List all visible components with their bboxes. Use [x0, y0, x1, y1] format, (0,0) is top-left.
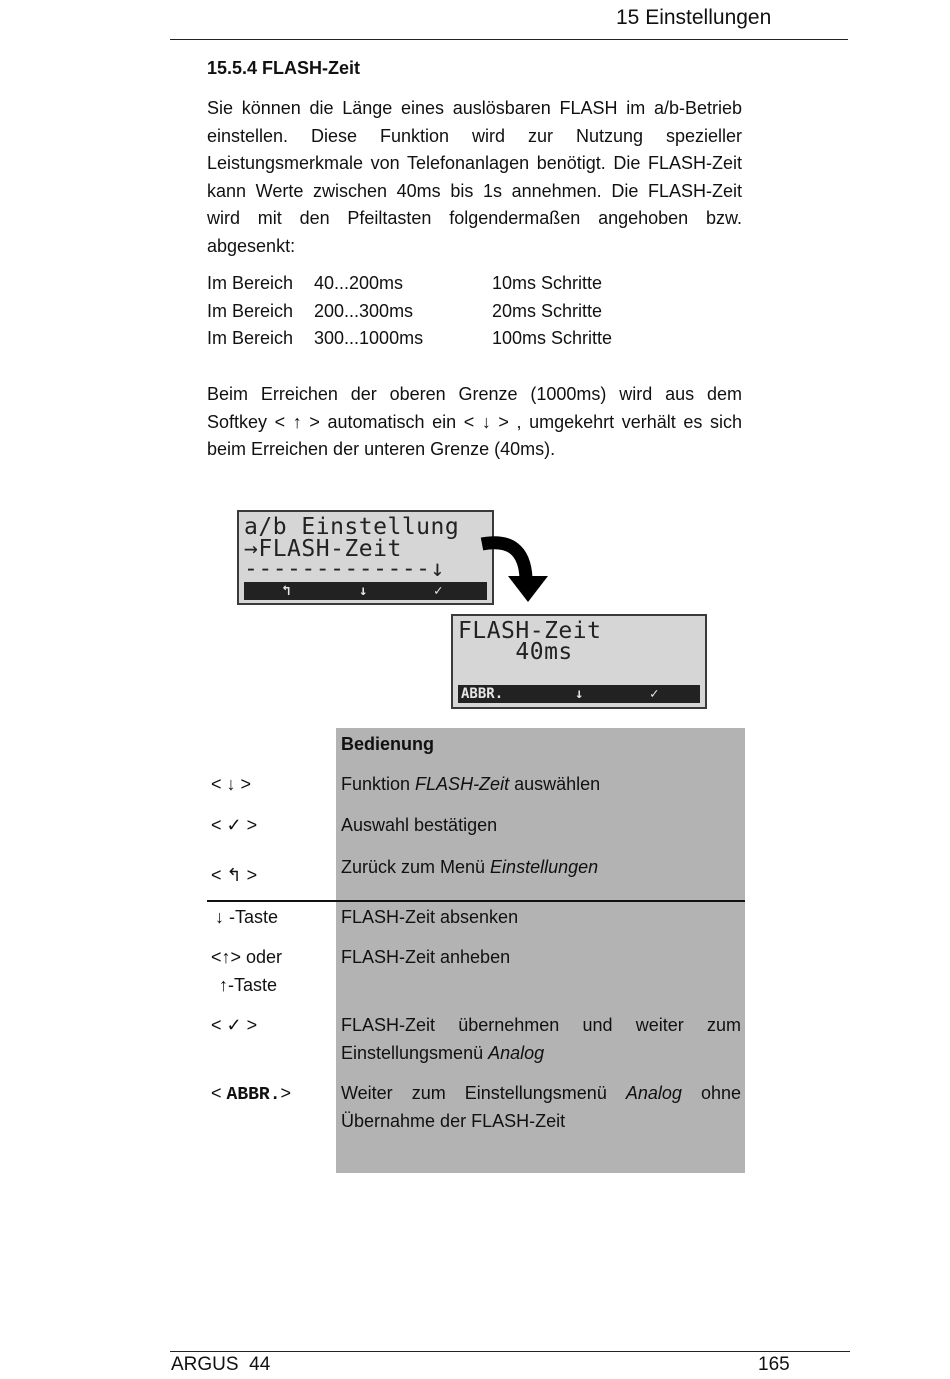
footer-product: ARGUS 44 [171, 1354, 271, 1375]
range-step: 100ms Schritte [492, 328, 613, 348]
lcd-line-value: 40ms [458, 639, 573, 665]
table-description: FLASH-Zeit anheben [341, 947, 511, 967]
table-key: < ↰ > [211, 865, 258, 885]
range-label: Im Bereich [207, 328, 294, 348]
lcd-display-menu [237, 510, 494, 605]
table-key: < ABBR.> [211, 1083, 292, 1105]
lcd-line-title: FLASH-Zeit [458, 618, 602, 644]
range-value: 300...1000ms [314, 328, 424, 348]
range-row [207, 298, 603, 326]
table-description: Funktion FLASH-Zeit auswählen [341, 774, 601, 794]
section-title: 15.5.4 FLASH-Zeit [207, 58, 361, 78]
table-key: ↓ -Taste [215, 907, 279, 927]
range-value: 40...200ms [314, 273, 404, 293]
range-row [207, 270, 603, 298]
table-description: FLASH-Zeit absenken [341, 907, 519, 927]
table-key: < ✓ > [211, 815, 258, 835]
chapter-heading: 15 Einstellungen [616, 6, 772, 29]
intro-paragraph: Sie können die Länge eines auslösbaren FLASH im a/b-Betrieb einstellen. Diese Funktion wird zur Nutzung spezieller Leistungsmerkmale von Telefonanlagen benötigt. Die FLASH-Zeit kann Werte zwischen 40ms bis 1s annehmen. Die FLASH-Zeit wird mit den Pfeiltasten folgendermaßen angehoben bzw. abgesenkt: [207, 98, 742, 256]
table-key: < ✓ > [211, 1015, 258, 1035]
lcd-softkey-bar [458, 685, 700, 703]
table-description: FLASH-Zeit übernehmen und weiter zum Einstellungsmenü Analog [341, 1015, 741, 1063]
table-key: < ↓ > [211, 774, 252, 794]
page-number: 165 [758, 1354, 790, 1375]
checkmark-icon: ✓ [434, 583, 443, 599]
range-value: 200...300ms [314, 301, 414, 321]
lcd-line-title: a/b Einstellung [244, 514, 460, 540]
table-key-secondary: ↑-Taste [219, 975, 278, 995]
lcd-line-selection: →FLASH-Zeit [244, 536, 402, 562]
softkey-abbr-label: ABBR. [461, 686, 504, 702]
table-description: Weiter zum Einstellungsmenü Analog ohne Übernahme der FLASH-Zeit [341, 1083, 741, 1131]
range-step: 10ms Schritte [492, 273, 603, 293]
range-label: Im Bereich [207, 273, 294, 293]
header-rule [170, 39, 848, 40]
table-key: <↑> oder [211, 947, 283, 967]
transition-arrow-icon [476, 528, 556, 608]
lcd-display-flash-time [451, 614, 707, 709]
lcd-softkey-bar [244, 582, 487, 600]
table-header: Bedienung [341, 734, 434, 754]
table-divider [207, 900, 745, 902]
limit-paragraph: Beim Erreichen der oberen Grenze (1000ms) wird aus dem Softkey < ↑ > automatisch ein < ↓ > , umgekehrt verhält es sich beim Erreichen der unteren Grenze (40ms). [207, 384, 742, 459]
return-icon: ↰ [282, 583, 291, 599]
arrow-down-icon: ↓ [575, 686, 584, 702]
range-step: 20ms Schritte [492, 301, 603, 321]
footer-rule [170, 1351, 850, 1352]
table-description: Zurück zum Menü Einstellungen [341, 857, 599, 877]
table-description: Auswahl bestätigen [341, 815, 498, 835]
checkmark-icon: ✓ [650, 686, 659, 702]
range-row [207, 325, 613, 353]
range-label: Im Bereich [207, 301, 294, 321]
lcd-line-separator: -------------↓ [244, 556, 445, 582]
arrow-down-icon: ↓ [359, 583, 368, 599]
